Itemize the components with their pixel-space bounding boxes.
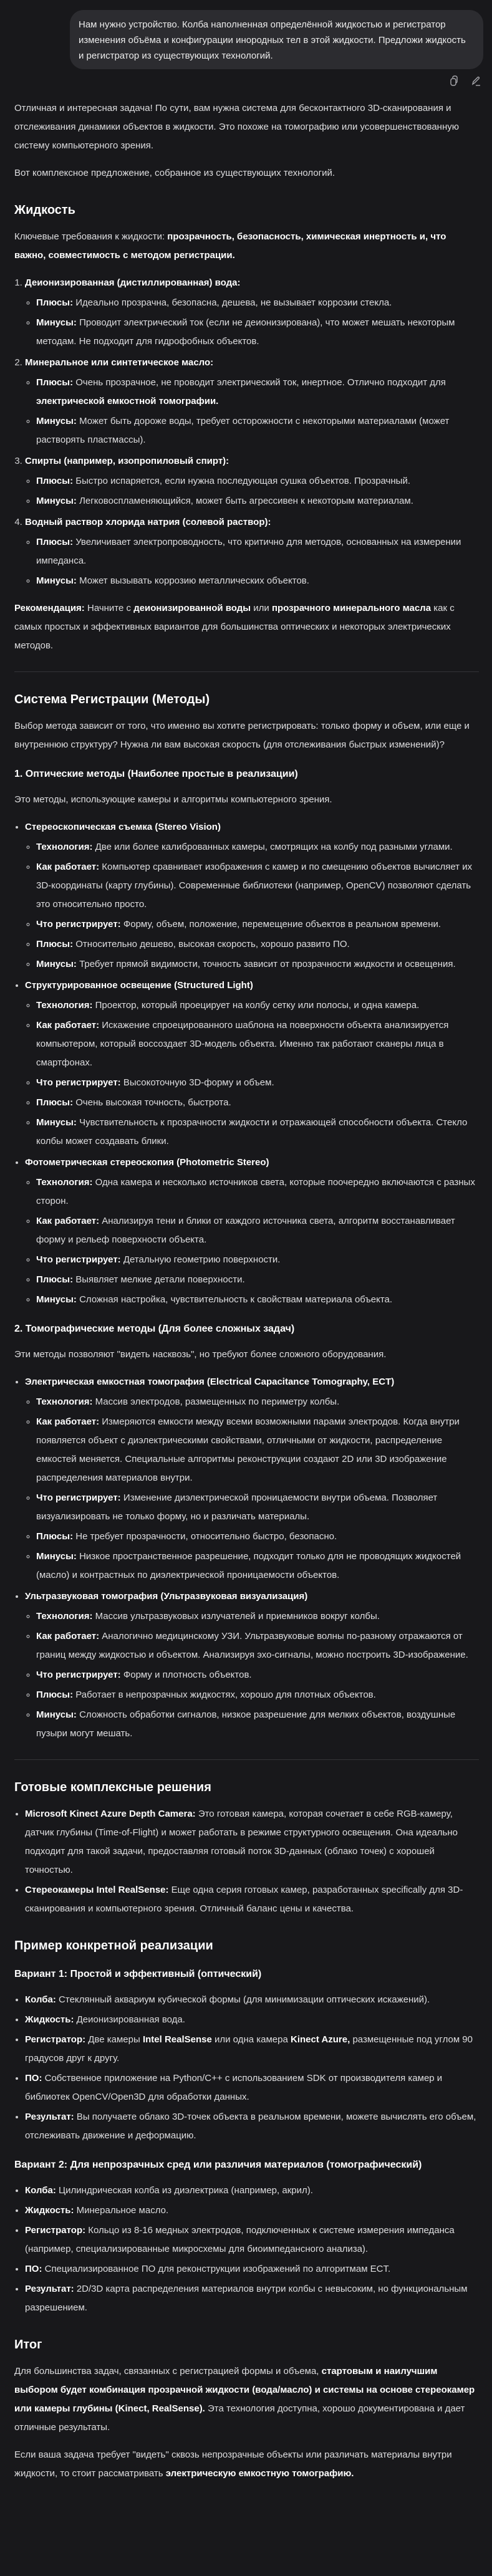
sub-list-item (36, 533, 479, 570)
section-heading: Система Регистрации (Методы) (14, 693, 210, 706)
bold-text: Kinect Azure, (290, 2034, 350, 2045)
bold-text: Плюсы: (36, 476, 74, 486)
text: Массив ультразвуковых излучателей и приемников вокруг колбы. (92, 1611, 380, 1622)
copy-icon[interactable] (448, 75, 461, 87)
list-item (25, 1373, 479, 1585)
text: Для большинства задач, связанных с регистрацией формы и объема, (14, 2366, 322, 2377)
text: Компьютер сравнивает изображения с камер и по смещению объектов вычисляет их 3D-координаты (карту глубины). Современные библиотеки (например, OpenCV) позволяют сделать это относительно просто. (36, 862, 473, 910)
assistant-response (0, 89, 492, 2507)
list-item (25, 1153, 479, 1309)
sub-list (25, 294, 479, 351)
sub-list-item (36, 412, 479, 449)
text: или одна камера (211, 2034, 291, 2045)
text: Еще одна серия готовых камер, разработанных specifically для 3D-сканирования и компьютерного зрения. Отличный баланс цены и качества. (25, 1885, 463, 1914)
bold-text: деионизированной воды (133, 603, 251, 613)
bold-text: Минусы: (36, 416, 77, 426)
bold-text: Intel RealSense (142, 2034, 212, 2045)
subsection-heading: 2. Томографические методы (Для более сложных задач) (14, 1324, 295, 1334)
text: Проводит электрический ток (если не деионизирована), что может мешать некоторым методам. Не подходит для гидрофобных объектов. (36, 317, 455, 347)
bold-text: Спирты (например, изопропиловый спирт): (25, 456, 229, 466)
bold-text: Как работает: (36, 1416, 100, 1427)
list-item (25, 2069, 479, 2107)
sub-list-item (36, 935, 479, 954)
text: Низкое пространственное разрешение, подходит только для не проводящих жидкостей (масло) и контрастных по диэлектрической проницаемости объектов. (36, 1551, 461, 1580)
list-item (25, 513, 479, 590)
text: Две или более калиброванных камеры, смотрящих на колбу под разными углами. (92, 842, 453, 852)
bold-text: Что регистрирует: (36, 1254, 121, 1265)
bold-text: ПО: (25, 2264, 42, 2274)
text: размещенные под углом 90 градусов друг к другу. (25, 2034, 473, 2064)
text: Измеряются емкости между всеми возможными парами электродов. Когда внутри появляется объект с диэлектрическими свойствами, отличными от жидкости, распределение емкостей меняется. Специальные алгоритмы реконструкции создают 2D или 3D изображение распределения материалов внутри. (36, 1416, 460, 1483)
bold-text: Технология: (36, 1396, 93, 1407)
bold-text: Технология: (36, 1177, 93, 1188)
user-message-actions (0, 69, 492, 89)
bold-text: Рекомендация: (14, 603, 85, 613)
text: Работает в непрозрачных жидкостях, хорошо для плотных объектов. (73, 1689, 376, 1700)
bold-text: Что регистрирует: (36, 1670, 121, 1680)
sub-list-item (36, 1251, 479, 1269)
text: Проектор, который проецирует на колбу сетку или полосы, и одна камера. (92, 1000, 420, 1011)
divider (14, 1759, 479, 1760)
text: или (251, 603, 272, 613)
section-heading: Готовые комплексные решения (14, 1781, 211, 1794)
section-heading: Итог (14, 2338, 42, 2352)
sub-list-item (36, 996, 479, 1015)
list-item (25, 2108, 479, 2145)
text: Форму, объем, положение, перемещение объектов в реальном времени. (120, 919, 441, 930)
bold-text: Минеральное или синтетическое масло: (25, 357, 214, 368)
paragraph (14, 1345, 479, 1364)
text: Выбор метода зависит от того, что именно вы хотите регистрировать: только форму и объем, или еще и внутреннюю структуру? Нужна ли вам высокая скорость (для отслеживания быстрых изменений)? (14, 721, 470, 750)
bullet-list (14, 818, 479, 1309)
section-heading: Жидкость (14, 203, 75, 217)
bold-text: Электрическая емкостная томография (Electrical Capacitance Tomography, ECT) (25, 1377, 395, 1387)
bold-text: Microsoft Kinect Azure Depth Camera: (25, 1809, 196, 1819)
text: Очень прозрачное, не проводит электрический ток, инертное. Отлично подходит для (73, 377, 446, 388)
text: Выявляет мелкие детали поверхности. (73, 1274, 245, 1285)
sub-list-item (36, 1173, 479, 1211)
sub-list (25, 1173, 479, 1309)
sub-list-item (36, 1686, 479, 1704)
bold-text: Что регистрирует: (36, 1077, 121, 1088)
list-item (25, 2031, 479, 2068)
text: Эти методы позволяют "видеть насквозь", но требуют более сложного оборудования. (14, 1349, 387, 1360)
text: Легковоспламеняющийся, может быть агрессивен к некоторым материалам. (76, 496, 413, 506)
bold-text: Минусы: (36, 1551, 77, 1562)
text: Может быть дороже воды, требует осторожности с некоторыми материалами (может растворять пластмассы). (36, 416, 450, 445)
bold-text: Минусы: (36, 1709, 77, 1720)
bold-text: стартовым и наилучшим выбором будет комбинация прозрачной жидкости (вода/масло) и системы на основе стереокамер или камеры глубины (Kinect, RealSense). (14, 2366, 475, 2414)
subsection-heading: Вариант 1: Простой и эффективный (оптический) (14, 1969, 262, 1979)
text: Форму и плотность объектов. (120, 1670, 252, 1680)
bullet-list (14, 1373, 479, 1743)
list-item (25, 274, 479, 351)
text: Ключевые требования к жидкости: (14, 231, 168, 242)
subsection-heading: Вариант 2: Для непрозрачных сред или различия материалов (томографический) (14, 2160, 422, 2170)
paragraph (14, 2446, 479, 2483)
text: Кольцо из 8-16 медных электродов, подключенных к системе измерения импеданса (например, специализированные микросхемы для биоимпедансного анализа). (25, 2225, 455, 2254)
bullet-list (14, 2181, 479, 2317)
user-message-row (0, 0, 492, 69)
text: Вы получаете облако 3D-точек объекта в реальном времени, можете вычислять его объем, отслеживать движение и деформацию. (25, 2112, 476, 2141)
text: Требует прямой видимости, точность зависит от прозрачности жидкости и освещения. (76, 959, 456, 969)
bold-text: Как работает: (36, 1020, 100, 1031)
bold-text: электрическую емкостную томографию. (165, 2468, 354, 2479)
bold-text: Что регистрирует: (36, 1492, 121, 1503)
text: Начните с (84, 603, 134, 613)
text: Стеклянный аквариум кубической формы (для минимизации оптических искажений). (55, 1994, 430, 2005)
bold-text: Что регистрирует: (36, 919, 121, 930)
sub-list (25, 373, 479, 449)
bold-text: Фотометрическая стереоскопия (Photometric Stereo) (25, 1157, 269, 1168)
bold-text: Как работает: (36, 862, 100, 872)
bold-text: Как работает: (36, 1216, 100, 1226)
text: Деионизированная вода. (74, 2014, 185, 2025)
bold-text: Стереокамеры Intel RealSense: (25, 1885, 169, 1895)
list-item (25, 353, 479, 449)
paragraph (14, 164, 479, 183)
bullet-list (14, 1805, 479, 1918)
bold-text: Минусы: (36, 496, 77, 506)
list-item (25, 976, 479, 1151)
bold-text: Минусы: (36, 959, 77, 969)
sub-list-item (36, 1393, 479, 1411)
sub-list-item (36, 1527, 479, 1546)
text: Сложная настройка, чувствительность к свойствам материала объекта. (76, 1294, 393, 1305)
sub-list-item (36, 1607, 479, 1626)
sub-list-item (36, 1016, 479, 1072)
text: 2D/3D карта распределения материалов внутри колбы с невысоким, но функциональным разрешением. (25, 2284, 468, 2313)
sub-list (25, 838, 479, 974)
text: Аналогично медицинскому УЗИ. Ультразвуковые волны по-разному отражаются от границ между жидкостью и объектом. Анализируя эхо-сигналы, можно построить 3D-изображение. (36, 1631, 468, 1660)
text: Детальную геометрию поверхности. (120, 1254, 281, 1265)
sub-list-item (36, 1489, 479, 1526)
sub-list-item (36, 1547, 479, 1585)
sub-list-item (36, 1666, 479, 1684)
bold-text: Жидкость: (25, 2205, 74, 2216)
sub-list-item (36, 1271, 479, 1289)
sub-list-item (36, 858, 479, 914)
sub-list-item (36, 838, 479, 857)
sub-list-item (36, 1113, 479, 1151)
text: Относительно дешево, высокая скорость, хорошо развито ПО. (73, 939, 350, 949)
text: Анализируя тени и блики от каждого источника света, алгоритм восстанавливает форму и рельеф поверхности объекта. (36, 1216, 455, 1245)
text: Собственное приложение на Python/C++ с использованием SDK от производителя камер и библиотек OpenCV/Open3D для обработки данных. (25, 2073, 443, 2102)
text: Не требует прозрачности, относительно быстро, безопасно. (73, 1531, 337, 1542)
bold-text: Минусы: (36, 575, 77, 586)
sub-list-item (36, 472, 479, 491)
list-item (25, 2221, 479, 2259)
bold-text: Минусы: (36, 1294, 77, 1305)
text: Изменение диэлектрической проницаемости внутри объема. Позволяет визуализировать не только форму, но и различать материалы. (36, 1492, 438, 1522)
section-heading: Пример конкретной реализации (14, 1939, 213, 1953)
bold-text: Стереоскопическая съемка (Stereo Vision) (25, 822, 221, 832)
divider (14, 671, 479, 672)
bold-text: Плюсы: (36, 377, 74, 388)
bold-text: Как работает: (36, 1631, 100, 1641)
sub-list-item (36, 955, 479, 974)
text: Эта технология доступна, хорошо документирована и дает отличные результаты. (14, 2403, 465, 2433)
text: Одна камера и несколько источников света, которые поочередно включаются с разных сторон. (36, 1177, 475, 1206)
bold-text: Технология: (36, 842, 93, 852)
text: Быстро испаряется, если нужна последующая сушка объектов. Прозрачный. (73, 476, 410, 486)
sub-list-item (36, 915, 479, 934)
bold-text: Технология: (36, 1000, 93, 1011)
sub-list-item (36, 1212, 479, 1249)
list-item (25, 2280, 479, 2317)
bold-text: Регистратор: (25, 2225, 86, 2236)
subsection-heading: 1. Оптические методы (Наиболее простые в реализации) (14, 769, 298, 779)
sub-list-item (36, 373, 479, 411)
bold-text: Колба: (25, 1994, 56, 2005)
text: Чувствительность к прозрачности жидкости и отражающей способности объекта. Стекло колбы может создавать блики. (36, 1117, 468, 1146)
text: Очень высокая точность, быстрота. (73, 1097, 231, 1108)
text: Две камеры (85, 2034, 143, 2045)
bold-text: Плюсы: (36, 939, 74, 949)
sub-list-item (36, 492, 479, 511)
edit-icon[interactable] (470, 75, 482, 87)
bold-text: Минусы: (36, 1117, 77, 1128)
list-item (25, 452, 479, 511)
bold-text: Технология: (36, 1611, 93, 1622)
bold-text: Водный раствор хлорида натрия (солевой раствор): (25, 517, 271, 527)
list-item (25, 2011, 479, 2029)
bold-text: Плюсы: (36, 1274, 74, 1285)
sub-list-item (36, 294, 479, 312)
text: как с самых простых и эффективных вариантов для большинства оптических и некоторых электрических методов. (14, 603, 455, 651)
paragraph (14, 228, 479, 265)
bold-text: Деионизированная (дистиллированная) вода: (25, 277, 241, 288)
numbered-list (14, 274, 479, 590)
paragraph (14, 99, 479, 155)
sub-list-item (36, 1074, 479, 1092)
list-item (25, 1991, 479, 2009)
list-item (25, 1805, 479, 1880)
sub-list-item (36, 1093, 479, 1112)
sub-list (25, 472, 479, 511)
text: Может вызывать коррозию металлических объектов. (76, 575, 309, 586)
bold-text: ПО: (25, 2073, 42, 2083)
text: Отличная и интересная задача! По сути, вам нужна система для бесконтактного 3D-сканирования и отслеживания динамики объектов в жидкости. Это похоже на томографию или усовершенствованную систему компьютерного зрения. (14, 103, 459, 151)
text: Минеральное масло. (74, 2205, 169, 2216)
text: Увеличивает электропроводность, что критично для методов, основанных на измерении импеданса. (36, 537, 461, 566)
list-item (25, 2181, 479, 2200)
sub-list-item (36, 1706, 479, 1743)
list-item (25, 1881, 479, 1918)
paragraph (14, 2362, 479, 2437)
text: Сложность обработки сигналов, низкое разрешение для мелких объектов, воздушные пузыри могут мешать. (36, 1709, 456, 1739)
text: Цилиндрическая колба из диэлектрика (например, акрил). (55, 2185, 313, 2196)
bold-text: электрической емкостной томографии. (36, 396, 219, 406)
paragraph (14, 791, 479, 809)
sub-list-item (36, 572, 479, 590)
list-item (25, 1587, 479, 1743)
bold-text: Колба: (25, 2185, 56, 2196)
sub-list (25, 1393, 479, 1585)
sub-list-item (36, 1413, 479, 1487)
bold-text: прозрачного минерального масла (271, 603, 432, 613)
text: Искажение спроецированного шаблона на поверхности объекта анализируется компьютером, который воссоздает 3D-модель объекта. Именно так работают сканеры лица в смартфонах. (36, 1020, 449, 1068)
list-item (25, 2260, 479, 2279)
list-item (25, 818, 479, 974)
bold-text: Минусы: (36, 317, 77, 328)
sub-list (25, 1607, 479, 1743)
text: Если ваша задача требует "видеть" сквозь непрозрачные объекты или различать материалы внутри жидкости, то стоит рассматривать (14, 2449, 452, 2479)
sub-list-item (36, 1627, 479, 1665)
bold-text: Ультразвуковая томография (Ультразвуковая визуализация) (25, 1591, 308, 1602)
bold-text: Регистратор: (25, 2034, 86, 2045)
bold-text: Жидкость: (25, 2014, 74, 2025)
bullet-list (14, 1991, 479, 2145)
bold-text: Результат: (25, 2112, 74, 2122)
text: Идеально прозрачна, безопасна, дешева, не вызывает коррозии стекла. (73, 297, 392, 308)
list-item (25, 2201, 479, 2220)
sub-list-item (36, 314, 479, 351)
bold-text: Структурированное освещение (Structured Light) (25, 980, 253, 991)
sub-list (25, 996, 479, 1151)
text: Массив электродов, размещенных по периметру колбы. (92, 1396, 340, 1407)
text: Специализированное ПО для реконструкции изображений по алгоритмам ECT. (42, 2264, 391, 2274)
text: Вот комплексное предложение, собранное из существующих технологий. (14, 168, 335, 178)
bold-text: Плюсы: (36, 1097, 74, 1108)
user-message-bubble: Нам нужно устройство. Колба наполненная определённой жидкостью и регистратор изменения объёма и конфигурации инородных тел в этой жидкости. Предложи жидкость и регистратор из существующих технологий. (70, 10, 483, 69)
text: Это методы, использующие камеры и алгоритмы компьютерного зрения. (14, 794, 332, 805)
bold-text: прозрачность, безопасность, химическая инертность и, что важно, совместимость с методом регистрации. (14, 231, 446, 261)
text: Высокоточную 3D-форму и объем. (120, 1077, 274, 1088)
bold-text: Плюсы: (36, 1689, 74, 1700)
paragraph (14, 599, 479, 655)
paragraph (14, 717, 479, 754)
text: Это готовая камера, которая сочетает в себе RGB-камеру, датчик глубины (Time-of-Flight) и может работать в режиме структурного освещения. Она идеально подходит для такой задачи, предоставляя готовый поток 3D-данных (облако точек) с хорошей точностью. (25, 1809, 458, 1875)
bold-text: Результат: (25, 2284, 74, 2294)
sub-list-item (36, 1290, 479, 1309)
bold-text: Плюсы: (36, 297, 74, 308)
bold-text: Плюсы: (36, 537, 74, 547)
bold-text: Плюсы: (36, 1531, 74, 1542)
sub-list (25, 533, 479, 590)
